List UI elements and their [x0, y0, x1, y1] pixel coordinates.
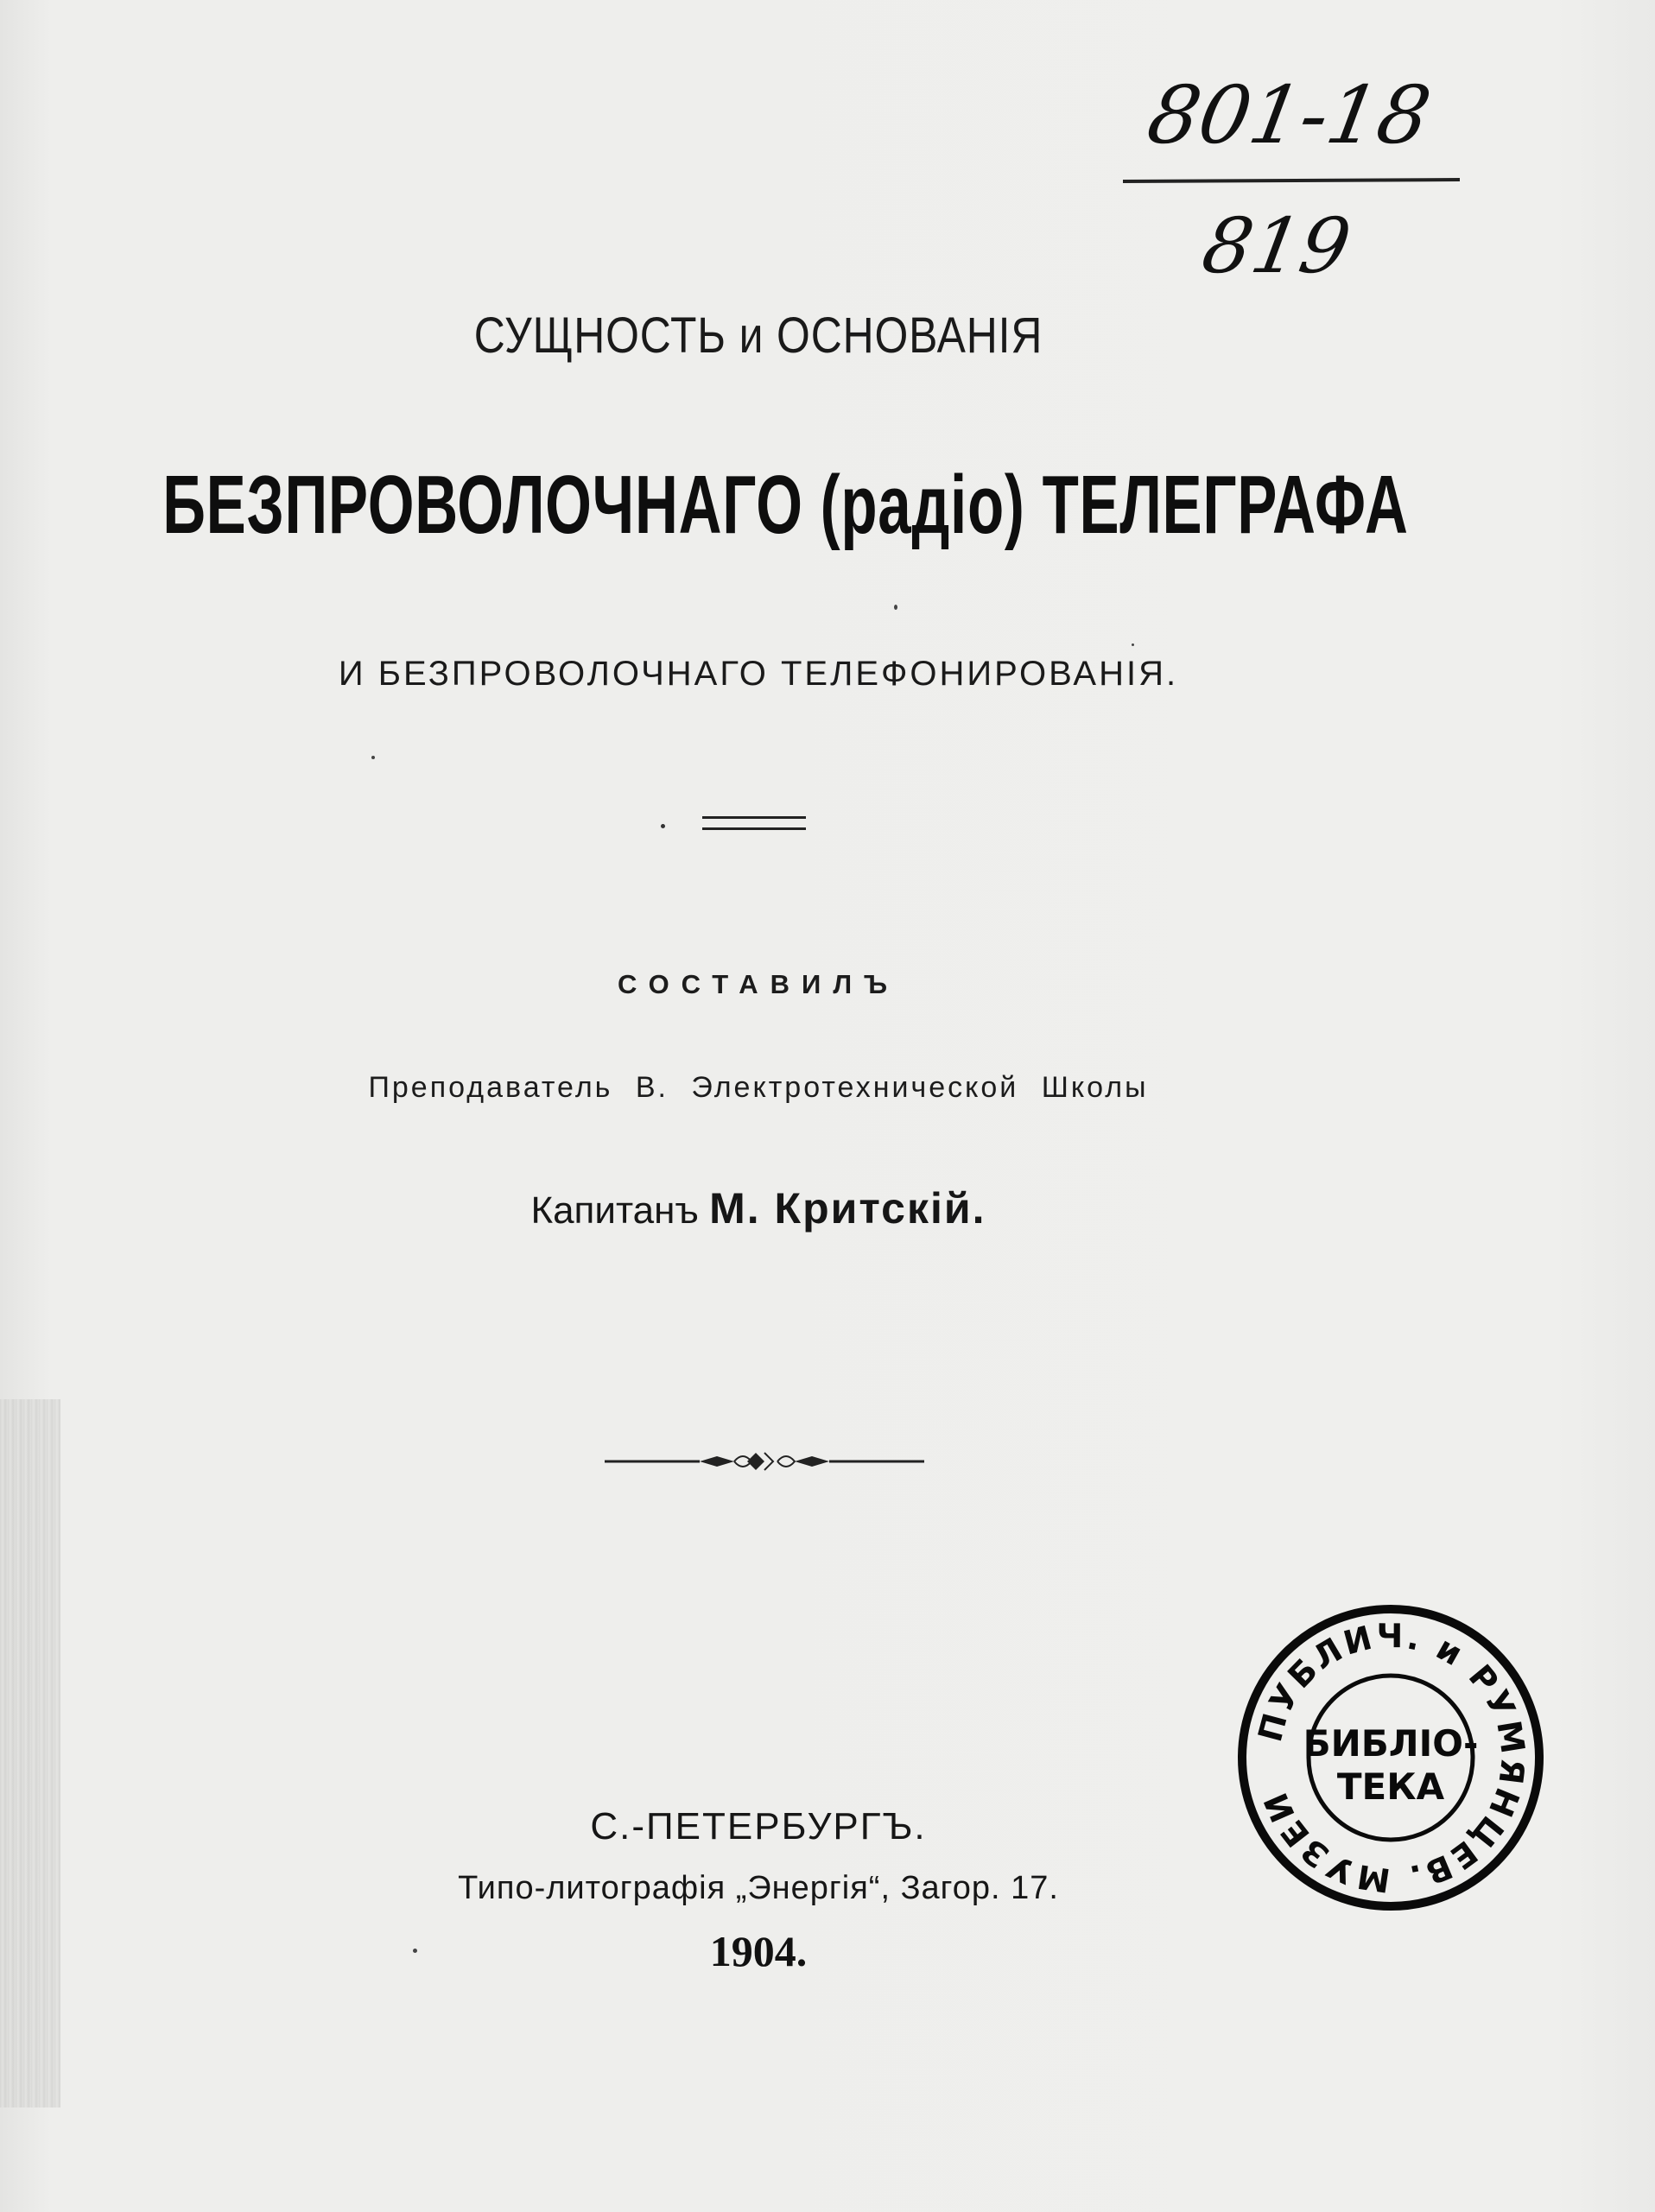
imprint-city: С.-ПЕТЕРБУРГЪ. — [590, 1805, 927, 1848]
paper-speck — [371, 756, 375, 759]
author-name: М. Критскій. — [709, 1184, 986, 1233]
author-rank: Капитанъ — [530, 1189, 699, 1232]
binding-edge-shadow — [0, 1399, 60, 2107]
stamp-center-line-1: БИБЛІО- — [1303, 1722, 1479, 1765]
paper-speck — [894, 605, 897, 610]
title-main: БЕЗПРОВОЛОЧНАГО (радіо) ТЕЛЕГРАФА — [162, 459, 1409, 551]
shelf-mark-rule — [1123, 180, 1460, 181]
paper-speck — [1132, 643, 1134, 646]
shelf-mark-line-2: 819 — [1195, 201, 1357, 290]
stamp-center-line-2: ТЕКА — [1336, 1765, 1445, 1808]
stamp-ring-text: ПУБЛИЧ. и РУМЯНЦЕВ. МУЗЕИ — [1251, 1616, 1533, 1900]
imprint-year: 1904. — [709, 1927, 808, 1975]
double-rule-divider — [702, 816, 806, 830]
author-position: Преподаватель В. Электротехнической Школы — [368, 1071, 1149, 1104]
ink-dot — [661, 824, 665, 828]
title-line-1: СУЩНОСТЬ и ОСНОВАНІЯ — [473, 307, 1043, 364]
ornament-divider — [605, 1444, 924, 1479]
shelf-mark-line-1: 801-18 — [1141, 69, 1437, 162]
paper-speck — [413, 1949, 417, 1953]
library-stamp — [1235, 1602, 1546, 1913]
title-line-3: И БЕЗПРОВОЛОЧНАГО ТЕЛЕФОНИРОВАНІЯ. — [338, 655, 1179, 693]
author-line — [0, 1183, 1586, 1233]
imprint-press: Типо-литографія „Энергія“, Загор. 17. — [458, 1870, 1059, 1906]
compiled-by-label: СОСТАВИЛЪ — [617, 969, 900, 999]
handwritten-shelf-mark — [1123, 69, 1468, 311]
